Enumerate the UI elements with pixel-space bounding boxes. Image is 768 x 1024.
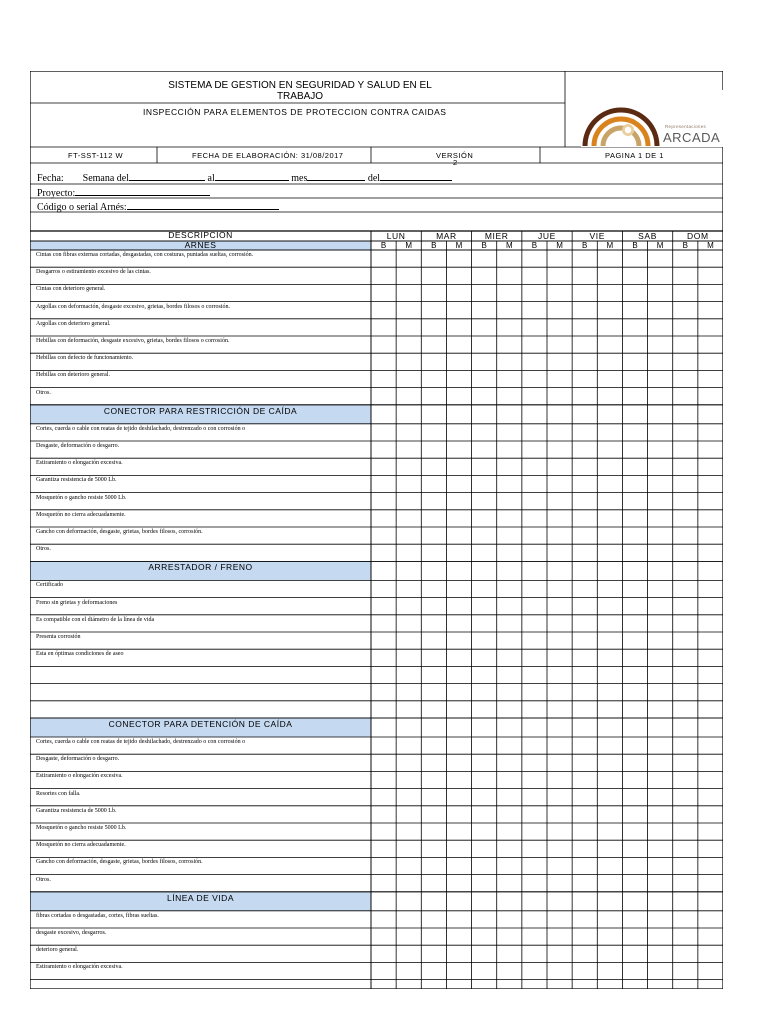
codigo-label: Código o serial Arnés:: [37, 202, 127, 213]
proyecto-label: Proyecto:: [37, 188, 76, 199]
m-subheader: M: [405, 241, 413, 250]
checklist-item: Gancho con deformación, desgaste, grietas, bordes filosos, corrosión.: [36, 529, 203, 535]
checklist-item: Presenta corrosión: [36, 634, 81, 640]
version-label: VERSIÓN: [436, 151, 474, 160]
m-subheader: M: [656, 241, 664, 250]
pagina-indicator: PAGINA 1 DE 1: [605, 151, 664, 160]
checklist-item: Garantiza resistencia de 5000 Lb.: [36, 477, 117, 484]
version-value: 2: [453, 158, 458, 167]
checklist-item: Hebillas con defecto de funcionamiento.: [36, 355, 134, 362]
checklist-item: Mosquetón o gancho resiste 5000 Lb.: [36, 825, 127, 831]
semana-del-blank[interactable]: [129, 171, 205, 181]
checklist-item: Garantiza resistencia de 5000 Lb.: [36, 807, 117, 814]
semana-del-label: Semana del: [82, 173, 130, 184]
checklist-item: Estiramiento o elongación excesiva.: [36, 460, 123, 467]
section-title: CONECTOR PARA DETENCIÓN DE CAÍDA: [108, 719, 293, 729]
form-title-line1: SISTEMA DE GESTIÓN EN SEGURIDAD Y SALUD EN EL: [168, 80, 432, 91]
proyecto-blank[interactable]: [75, 186, 210, 196]
day-header-dom: DOM: [687, 231, 709, 241]
checklist-item: Cintas con deterioro general.: [36, 286, 106, 293]
fecha-elaboracion: FECHA DE ELABORACIÓN: 31/08/2017: [192, 151, 344, 160]
proyecto-field[interactable]: [37, 186, 210, 199]
section-title: ARRESTADOR / FRENO: [148, 562, 253, 573]
day-header-sab: SAB: [638, 231, 657, 241]
al-label: al: [207, 173, 215, 184]
day-header-vie: VIE: [589, 231, 606, 241]
year-blank[interactable]: [380, 171, 452, 181]
checklist-item: Es compatible con el diámetro de la línea de vida: [36, 616, 155, 623]
m-subheader: M: [556, 241, 563, 250]
checklist-item: Otros.: [36, 876, 51, 883]
checklist-item: Cortes, cuerda o cable con reatas de tejido deshilachado, destrenzado o con corrosión o: [36, 425, 246, 432]
b-subheader: B: [682, 241, 688, 250]
checklist-item: Cintas con fibras externas cortadas, desgastadas, con costuras, puntadas sueltas, corrosión.: [36, 252, 254, 258]
form-subtitle: INSPECCIÓN PARA ELEMENTOS DE PROTECCION CONTRA CAIDAS: [143, 107, 447, 117]
checklist-item: Mosquetón o gancho resiste 5000 Lb.: [36, 494, 127, 501]
fecha-field[interactable]: [37, 171, 452, 184]
day-header-mier: MIER: [484, 231, 509, 241]
mes-blank[interactable]: [307, 171, 365, 181]
b-subheader: B: [481, 241, 487, 250]
checklist-item: Otros.: [36, 546, 51, 553]
section-title: LÍNEA DE VIDA: [167, 892, 234, 903]
b-subheader: B: [531, 241, 538, 250]
checklist-item: Estiramiento o elongación excesiva.: [36, 964, 123, 971]
logo-brand-text: ARCADA: [663, 130, 721, 145]
company-logo: [581, 90, 723, 147]
mes-label: mes: [291, 173, 308, 184]
inspection-form: [30, 71, 723, 989]
m-subheader: M: [707, 241, 714, 250]
logo-tagline: Representaciones: [665, 124, 707, 129]
checklist-item: Otros.: [36, 389, 51, 396]
section-title: CONECTOR PARA RESTRICCIÓN DE CAÍDA: [103, 405, 298, 416]
b-subheader: B: [431, 241, 437, 250]
checklist-item: Gancho con deformación, desgaste, grietas, bordes filosos, corrosión.: [36, 859, 203, 866]
descripcion-header: DESCRIPCIÓN: [168, 230, 233, 240]
checklist-item: Estiramiento o elongación excesiva.: [36, 773, 123, 780]
codigo-arnes-field[interactable]: [37, 200, 279, 213]
day-header-mar: MAR: [436, 231, 457, 241]
m-subheader: M: [505, 241, 513, 250]
form-title-line2: TRABAJO: [276, 91, 324, 102]
fecha-label: Fecha:: [37, 173, 64, 184]
checklist-item: Desgaste, deformación o desgarro.: [36, 443, 120, 449]
checklist-item: Hebillas con deterioro general.: [36, 372, 110, 379]
checklist-item: Mosquetón no cierra adecuadamente.: [36, 511, 126, 518]
b-subheader: B: [582, 241, 588, 250]
checklist-item: Argollas con deformación, desgaste excesivo, grietas, bordes filosos o corrosión.: [36, 303, 231, 310]
checklist-item: deterioro general.: [36, 947, 79, 954]
checklist-item: Freno sin grietas y deformaciones: [36, 599, 118, 606]
checklist-item: Mosquetón no cierra adecuadamente.: [36, 842, 126, 849]
checklist-item: Resortes con falla.: [36, 790, 81, 797]
checklist-item: Cortes, cuerda o cable con reatas de tejido deshilachado, destrenzado o con corrosión o: [36, 739, 246, 745]
m-subheader: M: [455, 241, 463, 250]
checklist-item: Argollas con deterioro general.: [36, 320, 111, 327]
checklist-item: desgaste excesivo, desgarros.: [36, 930, 107, 936]
day-header-lun: LUN: [386, 231, 406, 241]
section-title: ARNES: [184, 240, 217, 250]
checklist-item: Esta en óptimas condiciones de aseo: [36, 651, 124, 658]
b-subheader: B: [380, 241, 387, 250]
codigo-blank[interactable]: [127, 200, 279, 210]
al-blank[interactable]: [215, 171, 289, 181]
checklist-item: Certificado: [36, 582, 63, 589]
checklist-item: Hebillas con deformación, desgaste excesivo, grietas, bordes filosos o corrosión.: [36, 338, 230, 344]
form-code: FT-SST-112 W: [68, 151, 124, 160]
checklist-item: Desgaste, deformación o desgarro.: [36, 756, 120, 763]
day-header-jue: JUE: [538, 231, 556, 241]
checklist-item: Desgarros o estiramiento excesivo de las cintas.: [36, 269, 151, 276]
del-label: del: [367, 173, 381, 184]
checklist-item: fibras cortadas o desgastadas, cortes, fibras sueltas.: [36, 912, 159, 919]
m-subheader: M: [606, 241, 614, 250]
b-subheader: B: [632, 241, 638, 250]
